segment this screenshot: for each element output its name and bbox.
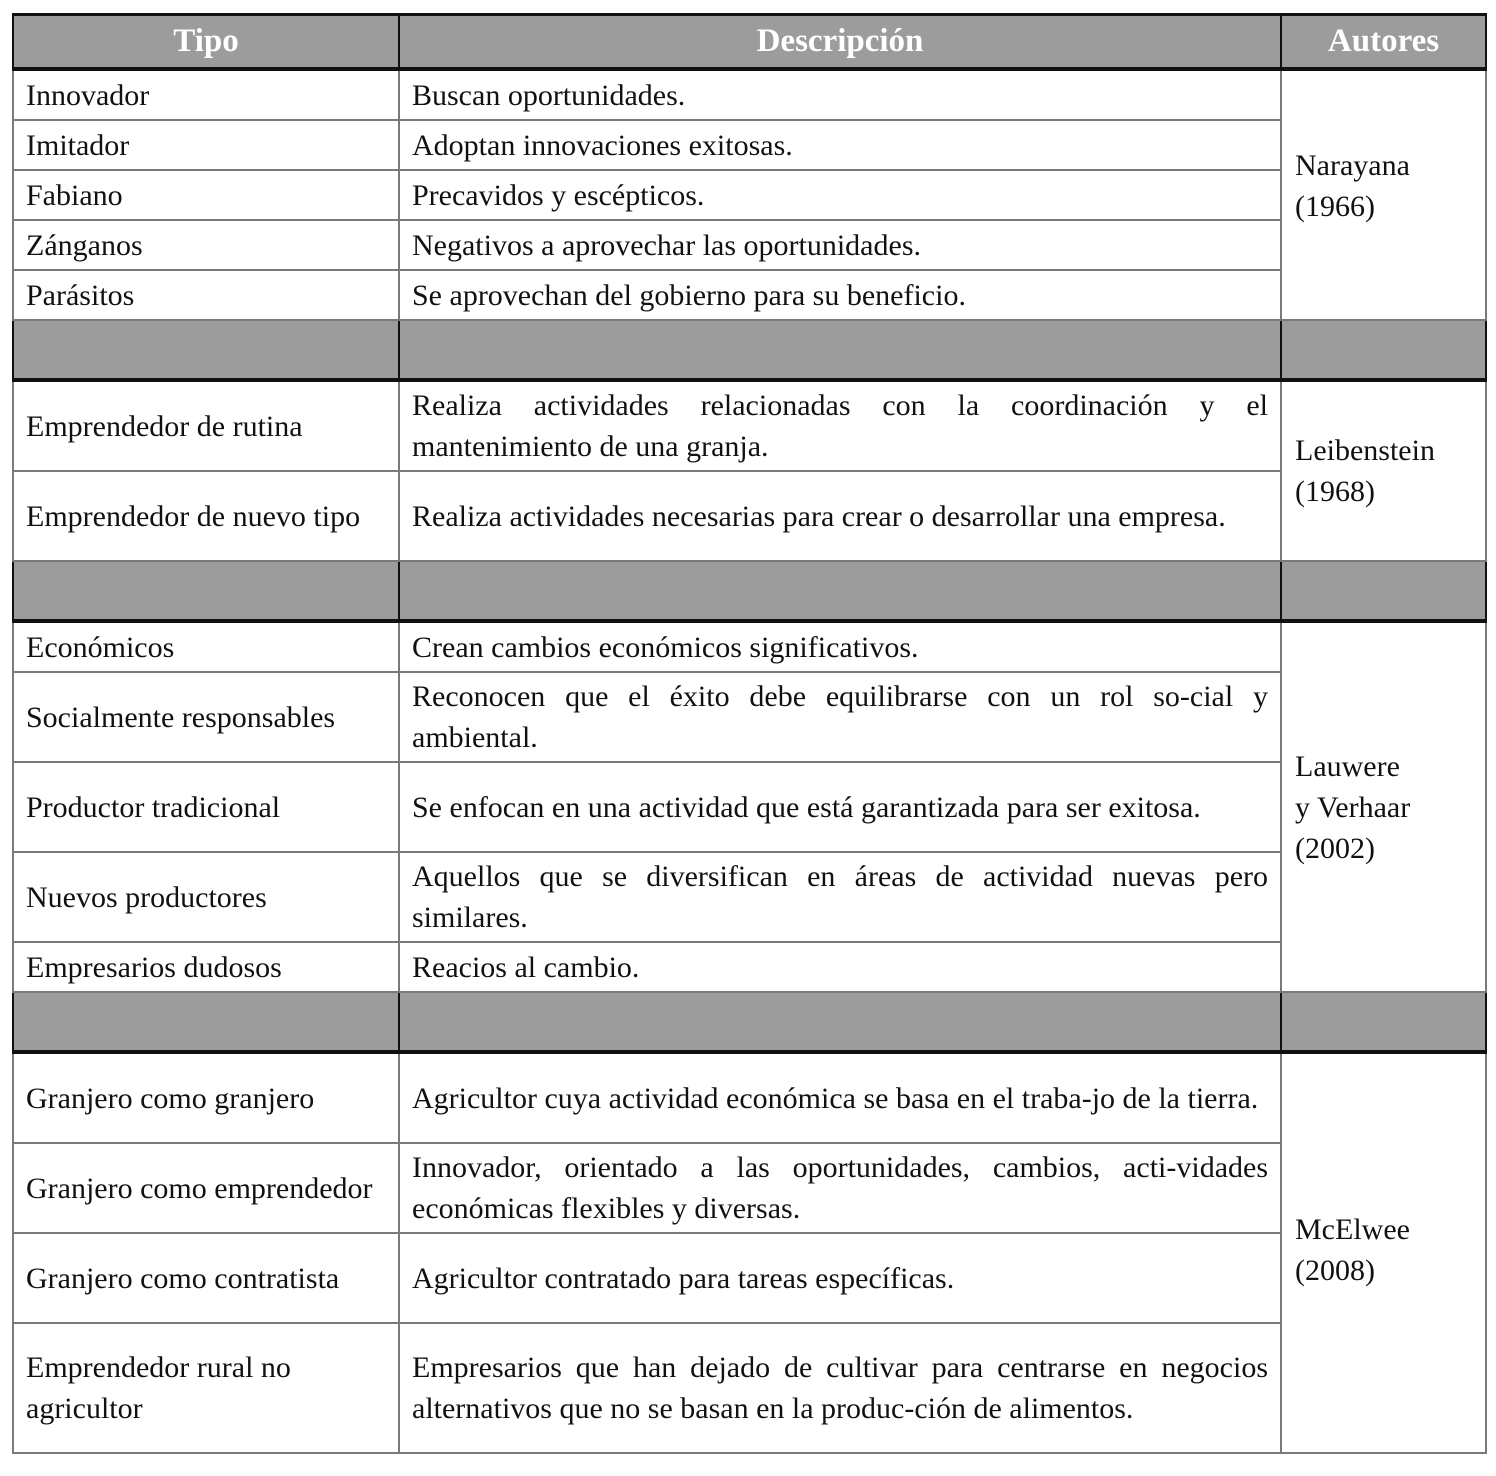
cell-descripcion: Empresarios que han dejado de cultivar para centrarse en negocios alternativos que no se basan en la produc-ción de alimentos.: [399, 1323, 1281, 1453]
cell-tipo: Granjero como contratista: [13, 1233, 399, 1323]
cell-tipo: Socialmente responsables: [13, 672, 399, 762]
typology-table-container: [12, 13, 1485, 1454]
table-row: [13, 672, 1486, 762]
cell-tipo: Parásitos: [13, 270, 399, 320]
cell-descripcion: Agricultor cuya actividad económica se basa en el traba-jo de la tierra.: [399, 1052, 1281, 1143]
cell-descripcion: Se aprovechan del gobierno para su beneficio.: [399, 270, 1281, 320]
cell-tipo: Fabiano: [13, 170, 399, 220]
table-row: [13, 270, 1486, 320]
cell-descripcion: Reacios al cambio.: [399, 942, 1281, 992]
header-descripcion: Descripción: [399, 15, 1281, 70]
cell-tipo: Nuevos productores: [13, 852, 399, 942]
table-row: [13, 471, 1486, 561]
cell-tipo: Productor tradicional: [13, 762, 399, 852]
cell-descripcion: Precavidos y escépticos.: [399, 170, 1281, 220]
table-row: [13, 220, 1486, 270]
cell-descripcion: Reconocen que el éxito debe equilibrarse con un rol so-cial y ambiental.: [399, 672, 1281, 762]
separator-cell: [399, 320, 1281, 380]
author-name-cont: y Verhaar: [1295, 790, 1411, 824]
cell-autores: [1281, 380, 1486, 561]
author-year: (2002): [1295, 831, 1375, 865]
table-row: [13, 1233, 1486, 1323]
separator-cell: [13, 561, 399, 621]
cell-autores: [1281, 621, 1486, 992]
cell-tipo: Emprendedor rural no agricultor: [13, 1323, 399, 1453]
cell-descripcion: Realiza actividades relacionadas con la coordinación y el mantenimiento de una granja.: [399, 380, 1281, 471]
separator-cell: [1281, 992, 1486, 1052]
cell-tipo: Económicos: [13, 621, 399, 672]
table-row: [13, 380, 1486, 471]
cell-tipo: Empresarios dudosos: [13, 942, 399, 992]
table-row: [13, 942, 1486, 992]
table-row: [13, 69, 1486, 120]
cell-descripcion: Aquellos que se diversifican en áreas de actividad nuevas pero similares.: [399, 852, 1281, 942]
author-year: (1968): [1295, 475, 1375, 508]
table-row: [13, 1143, 1486, 1233]
cell-tipo: Zánganos: [13, 220, 399, 270]
author-year: (1966): [1295, 190, 1375, 223]
table-row: [13, 170, 1486, 220]
table-header-row: [13, 15, 1486, 70]
cell-descripcion: Negativos a aprovechar las oportunidades.: [399, 220, 1281, 270]
cell-descripcion: Adoptan innovaciones exitosas.: [399, 120, 1281, 170]
table-row: [13, 621, 1486, 672]
separator-cell: [399, 992, 1281, 1052]
separator-cell: [399, 561, 1281, 621]
separator-cell: [1281, 320, 1486, 380]
cell-descripcion: Crean cambios económicos significativos.: [399, 621, 1281, 672]
cell-descripcion: Agricultor contratado para tareas específicas.: [399, 1233, 1281, 1323]
author-name: Leibenstein: [1295, 434, 1435, 467]
separator-cell: [13, 320, 399, 380]
author-name: Narayana: [1295, 149, 1410, 182]
author-name: Lauwere: [1295, 749, 1400, 783]
entrepreneur-typology-table: [12, 13, 1487, 1454]
separator-cell: [13, 992, 399, 1052]
cell-descripcion: Se enfocan en una actividad que está garantizada para ser exitosa.: [399, 762, 1281, 852]
cell-tipo: Imitador: [13, 120, 399, 170]
group-separator-row: [13, 561, 1486, 621]
separator-cell: [1281, 561, 1486, 621]
author-year: (2008): [1295, 1254, 1375, 1287]
cell-autores: [1281, 69, 1486, 320]
cell-descripcion: Buscan oportunidades.: [399, 69, 1281, 120]
cell-tipo: Granjero como emprendedor: [13, 1143, 399, 1233]
cell-autores: [1281, 1052, 1486, 1453]
header-autores: Autores: [1281, 15, 1486, 70]
group-separator-row: [13, 320, 1486, 380]
cell-descripcion: Innovador, orientado a las oportunidades, cambios, acti-vidades económicas flexibles y diversas.: [399, 1143, 1281, 1233]
cell-descripcion: Realiza actividades necesarias para crear o desarrollar una empresa.: [399, 471, 1281, 561]
author-name: McElwee: [1295, 1213, 1410, 1246]
table-row: [13, 762, 1486, 852]
table-row: [13, 852, 1486, 942]
group-separator-row: [13, 992, 1486, 1052]
cell-tipo: Emprendedor de nuevo tipo: [13, 471, 399, 561]
table-row: [13, 1052, 1486, 1143]
table-row: [13, 1323, 1486, 1453]
cell-tipo: Innovador: [13, 69, 399, 120]
table-row: [13, 120, 1486, 170]
cell-tipo: Granjero como granjero: [13, 1052, 399, 1143]
header-tipo: Tipo: [13, 15, 399, 70]
cell-tipo: Emprendedor de rutina: [13, 380, 399, 471]
